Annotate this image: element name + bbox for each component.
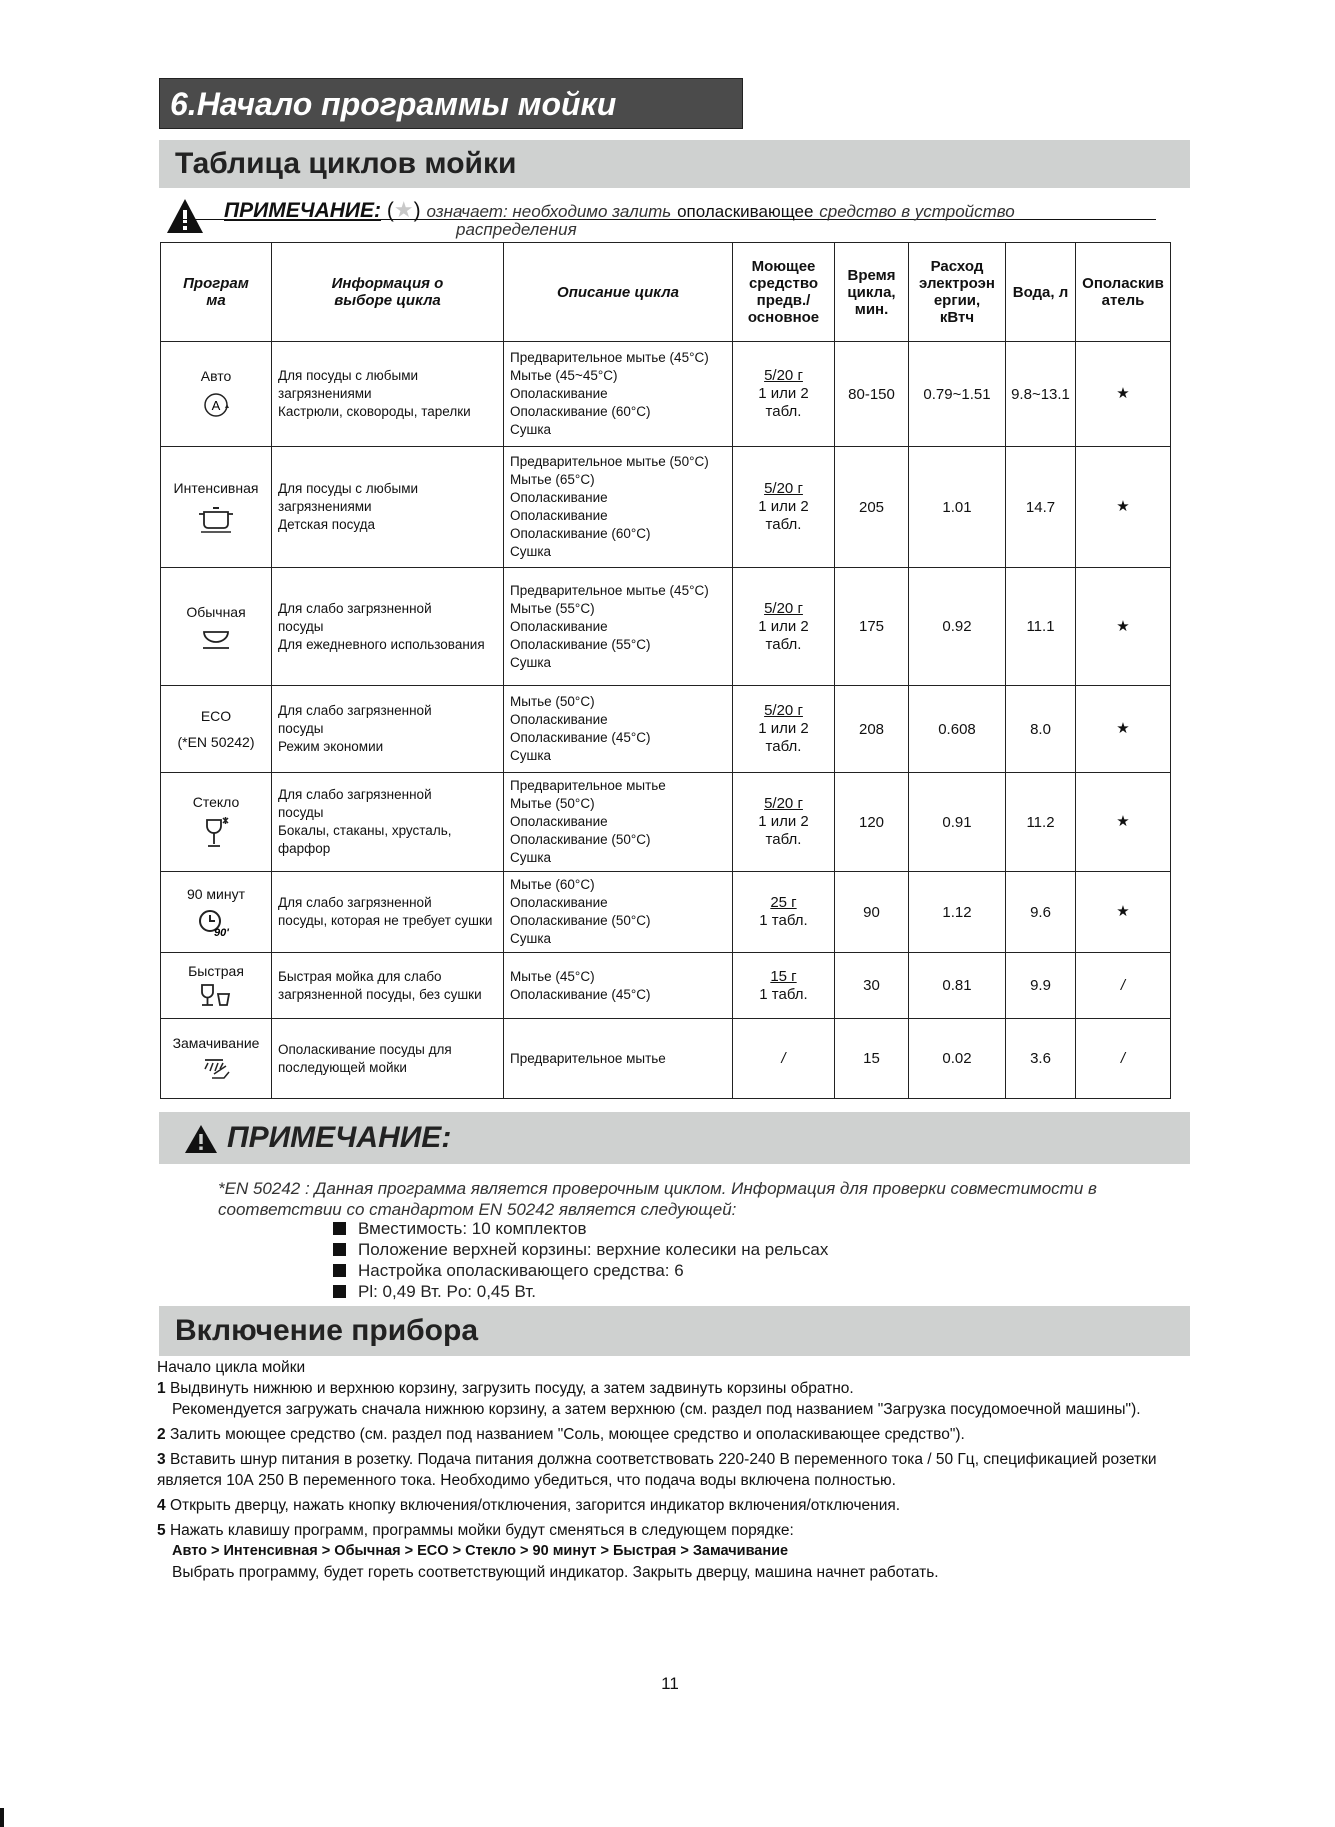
bowl-icon (199, 626, 233, 650)
water-cell: 9.9 (1006, 953, 1076, 1019)
step-text: Выдвинуть нижнюю и верхнюю корзину, загрузить посуду, а затем задвинуть корзины обратно. (169, 1380, 854, 1397)
rinse-note (180, 197, 1120, 240)
detergent-tabs: 1 или 2 табл. (758, 813, 809, 848)
time-cell: 80-150 (835, 342, 909, 447)
section2-title: Включение прибора (159, 1306, 1190, 1356)
program-cell (161, 447, 272, 568)
detergent-amount: 5/20 г (764, 599, 803, 617)
header-water: Вода, л (1006, 243, 1076, 342)
note-label: ПРИМЕЧАНИЕ: (224, 199, 382, 222)
pot-icon (195, 502, 237, 534)
rinse-cell: / (1076, 953, 1171, 1019)
star-icon: ★ (393, 197, 414, 222)
header-info: Информация о выборе цикла (272, 243, 504, 342)
page-number: 11 (661, 1674, 679, 1693)
svg-text:A: A (211, 398, 221, 413)
energy-cell: 0.81 (909, 953, 1006, 1019)
glass-icon (201, 816, 231, 850)
time-cell: 90 (835, 872, 909, 953)
info-cell: Для слабо загрязненной посуды Для ежедневного использования (272, 568, 504, 686)
water-cell: 11.2 (1006, 773, 1076, 872)
detergent-tabs: 1 или 2 табл. (758, 385, 809, 420)
water-cell: 8.0 (1006, 686, 1076, 773)
step-text: Залить моющее средство (см. раздел под названием "Соль, моющее средство и ополаскивающее средство"). (169, 1426, 965, 1443)
bullet-icon (333, 1222, 346, 1235)
table-row (161, 447, 1171, 568)
info-cell: Быстрая мойка для слабо загрязненной посуды, без сушки (272, 953, 504, 1019)
program-cell (161, 686, 272, 773)
energy-cell: 0.92 (909, 568, 1006, 686)
instructions (157, 1357, 1177, 1583)
list-item (333, 1239, 828, 1260)
note2-bar: ПРИМЕЧАНИЕ: (159, 1112, 1190, 1164)
step-extra: Рекомендуется загружать сначала нижнюю корзину, а затем верхнюю (см. раздел под названием "Загрузка посудомоечной машины"). (172, 1401, 1141, 1418)
desc-cell: Предварительное мытье (50°C) Мытье (65°C) Ополаскивание Ополаскивание Ополаскивание (60°C) Сушка (504, 447, 733, 568)
detergent-cell (733, 953, 835, 1019)
program-name: 90 минут (186, 886, 246, 902)
step-number: 2 (157, 1426, 166, 1443)
rinse-cell: ★ (1076, 773, 1171, 872)
program-name: Быстрая (188, 963, 244, 979)
program-cell (161, 1019, 272, 1099)
table-header-row (161, 243, 1171, 342)
list-item-text: Pl: 0,49 Вт. Po: 0,45 Вт. (358, 1282, 536, 1301)
bullet-icon (333, 1264, 346, 1277)
water-cell: 9.8~13.1 (1006, 342, 1076, 447)
list-item (333, 1218, 828, 1239)
program-cell (161, 342, 272, 447)
desc-cell: Предварительное мытье (45°C) Мытье (45~45°C) Ополаскивание Ополаскивание (60°C) Сушка (504, 342, 733, 447)
water-cell: 3.6 (1006, 1019, 1076, 1099)
note-open-paren: ( (386, 199, 394, 222)
energy-cell: 0.91 (909, 773, 1006, 872)
rinse-cell: ★ (1076, 447, 1171, 568)
header-program: Програм ма (161, 243, 272, 342)
bullet-icon (333, 1243, 346, 1256)
info-cell: Для посуды с любыми загрязнениями Детская посуда (272, 447, 504, 568)
note-text-before: означает: необходимо залить (426, 202, 672, 221)
en50242-list (333, 1218, 828, 1302)
energy-cell: 1.01 (909, 447, 1006, 568)
time-cell: 175 (835, 568, 909, 686)
detergent-cell (733, 872, 835, 953)
info-cell: Для слабо загрязненной посуды, которая не требует сушки (272, 872, 504, 953)
intro-text: Начало цикла мойки (157, 1359, 306, 1376)
program-name: Стекло (192, 794, 240, 810)
time-cell: 30 (835, 953, 909, 1019)
quick-glass-icon (199, 982, 233, 1008)
step-text: Нажать клавишу программ, программы мойки будут сменяться в следующем порядке: (169, 1522, 794, 1539)
list-item-text: Настройка ополаскивающего средства: 6 (358, 1261, 684, 1280)
list-item (333, 1260, 828, 1281)
step-number: 1 (157, 1380, 166, 1397)
cycles-table (160, 242, 1171, 1099)
crop-mark-icon (0, 1800, 10, 1827)
detergent-tabs: 1 табл. (759, 985, 808, 1003)
note-text-after: средство в устройство (819, 202, 1015, 221)
auto-icon (201, 390, 231, 420)
step-1 (157, 1378, 1177, 1420)
table-row (161, 872, 1171, 953)
energy-cell: 0.79~1.51 (909, 342, 1006, 447)
rinse-cell: / (1076, 1019, 1171, 1099)
rinse-cell: ★ (1076, 872, 1171, 953)
list-item-text: Положение верхней корзины: верхние колесики на рельсах (358, 1240, 829, 1259)
program-cell (161, 953, 272, 1019)
desc-cell: Мытье (60°C) Ополаскивание Ополаскивание (50°C) Сушка (504, 872, 733, 953)
energy-cell: 0.608 (909, 686, 1006, 773)
header-energy: Расход электроэн ергии, кВтч (909, 243, 1006, 342)
header-desc: Описание цикла (504, 243, 733, 342)
rinse-cell: ★ (1076, 686, 1171, 773)
list-item (333, 1281, 828, 1302)
program-name: Обычная (186, 603, 246, 620)
table-row (161, 686, 1171, 773)
final-line: Выбрать программу, будет гореть соответствующий индикатор. Закрыть дверцу, машина начнет работать. (172, 1564, 939, 1581)
step-number: 5 (157, 1522, 166, 1539)
detergent-tabs: 1 табл. (759, 912, 808, 929)
step-2 (157, 1424, 1177, 1445)
program-name: Интенсивная (173, 480, 259, 496)
rinse-cell: ★ (1076, 568, 1171, 686)
step-number: 4 (157, 1497, 166, 1514)
header-detergent: Моющее средство предв./ основное (733, 243, 835, 342)
detergent-cell (733, 568, 835, 686)
step-5 (157, 1520, 1177, 1541)
desc-cell: Мытье (50°C) Ополаскивание Ополаскивание (45°C) Сушка (504, 686, 733, 773)
energy-cell: 0.02 (909, 1019, 1006, 1099)
list-item-text: Вместимость: 10 комплектов (358, 1219, 587, 1238)
header-time: Время цикла, мин. (835, 243, 909, 342)
step-text: Вставить шнур питания в розетку. Подача питания должна соответствовать 220-240 В переменного тока / 50 Гц, спецификацией розетки является 10А 250 В переменного тока. Необходимо убедиться, что подача воды включена полностью. (157, 1451, 1157, 1489)
note2-text: *EN 50242 : Данная программа является проверочным циклом. Информация для проверки совместимости в соответствии со стандартом EN 50242 является следующей: (218, 1179, 1097, 1219)
detergent-cell (733, 686, 835, 773)
info-cell: Ополаскивание посуды для последующей мойки (272, 1019, 504, 1099)
info-cell: Для слабо загрязненной посуды Режим экономии (272, 686, 504, 773)
table-title: Таблица циклов мойки (159, 140, 1190, 188)
table-row (161, 773, 1171, 872)
desc-cell: Предварительное мытье (504, 1019, 733, 1099)
detergent-amount: 5/20 г (764, 702, 803, 719)
step-number: 3 (157, 1451, 166, 1468)
table-row (161, 342, 1171, 447)
water-cell: 14.7 (1006, 447, 1076, 568)
note-text-emph: ополаскивающее (677, 202, 814, 221)
detergent-amount: 25 г (770, 894, 797, 911)
info-cell: Для посуды с любыми загрязнениями Кастрюли, сковороды, тарелки (272, 342, 504, 447)
program-cell (161, 568, 272, 686)
water-cell: 11.1 (1006, 568, 1076, 686)
program-name: Авто (200, 368, 232, 384)
note-text-line2: распределения (180, 219, 1156, 240)
time-cell: 120 (835, 773, 909, 872)
desc-cell: Предварительное мытье Мытье (50°C) Ополаскивание Ополаскивание (50°C) Сушка (504, 773, 733, 872)
program-cell (161, 773, 272, 872)
program-name: Замачивание (172, 1035, 260, 1051)
soak-icon (199, 1054, 233, 1082)
time-cell: 205 (835, 447, 909, 568)
detergent-tabs: 1 или 2 табл. (758, 720, 809, 755)
detergent-amount: 5/20 г (764, 795, 803, 812)
energy-cell: 1.12 (909, 872, 1006, 953)
detergent-amount: 5/20 г (764, 367, 803, 384)
desc-cell: Предварительное мытье (45°C) Мытье (55°C) Ополаскивание Ополаскивание (55°C) Сушка (504, 568, 733, 686)
step-3 (157, 1449, 1177, 1491)
water-cell: 9.6 (1006, 872, 1076, 953)
detergent-cell (733, 773, 835, 872)
detergent-cell: / (733, 1019, 835, 1099)
detergent-cell (733, 447, 835, 568)
note-close-paren: ) (413, 199, 421, 222)
detergent-amount: 15 г (770, 967, 797, 985)
table-row (161, 1019, 1171, 1099)
header-rinse: Ополаскив атель (1076, 243, 1171, 342)
desc-cell: Мытье (45°C) Ополаскивание (45°C) (504, 953, 733, 1019)
bullet-icon (333, 1285, 346, 1298)
step-text: Открыть дверцу, нажать кнопку включения/отключения, загорится индикатор включения/отключения. (169, 1497, 901, 1514)
time-cell: 15 (835, 1019, 909, 1099)
time-cell: 208 (835, 686, 909, 773)
detergent-amount: 5/20 г (764, 480, 803, 497)
info-cell: Для слабо загрязненной посуды Бокалы, стаканы, хрусталь, фарфор (272, 773, 504, 872)
warning-icon (184, 1124, 218, 1154)
rinse-cell: ★ (1076, 342, 1171, 447)
detergent-cell (733, 342, 835, 447)
clock-90-icon (197, 908, 235, 938)
detergent-tabs: 1 или 2 табл. (758, 617, 809, 653)
svg-text:90': 90' (214, 927, 229, 938)
table-row (161, 568, 1171, 686)
program-cell (161, 872, 272, 953)
section-title: 6.Начало программы мойки (159, 78, 743, 129)
step-4 (157, 1495, 1177, 1516)
table-row (161, 953, 1171, 1019)
detergent-tabs: 1 или 2 табл. (758, 498, 809, 533)
program-name: ECO (*EN 50242) (177, 708, 255, 750)
program-sequence: Авто > Интенсивная > Обычная > ECO > Стекло > 90 минут > Быстрая > Замачивание (172, 1543, 789, 1559)
